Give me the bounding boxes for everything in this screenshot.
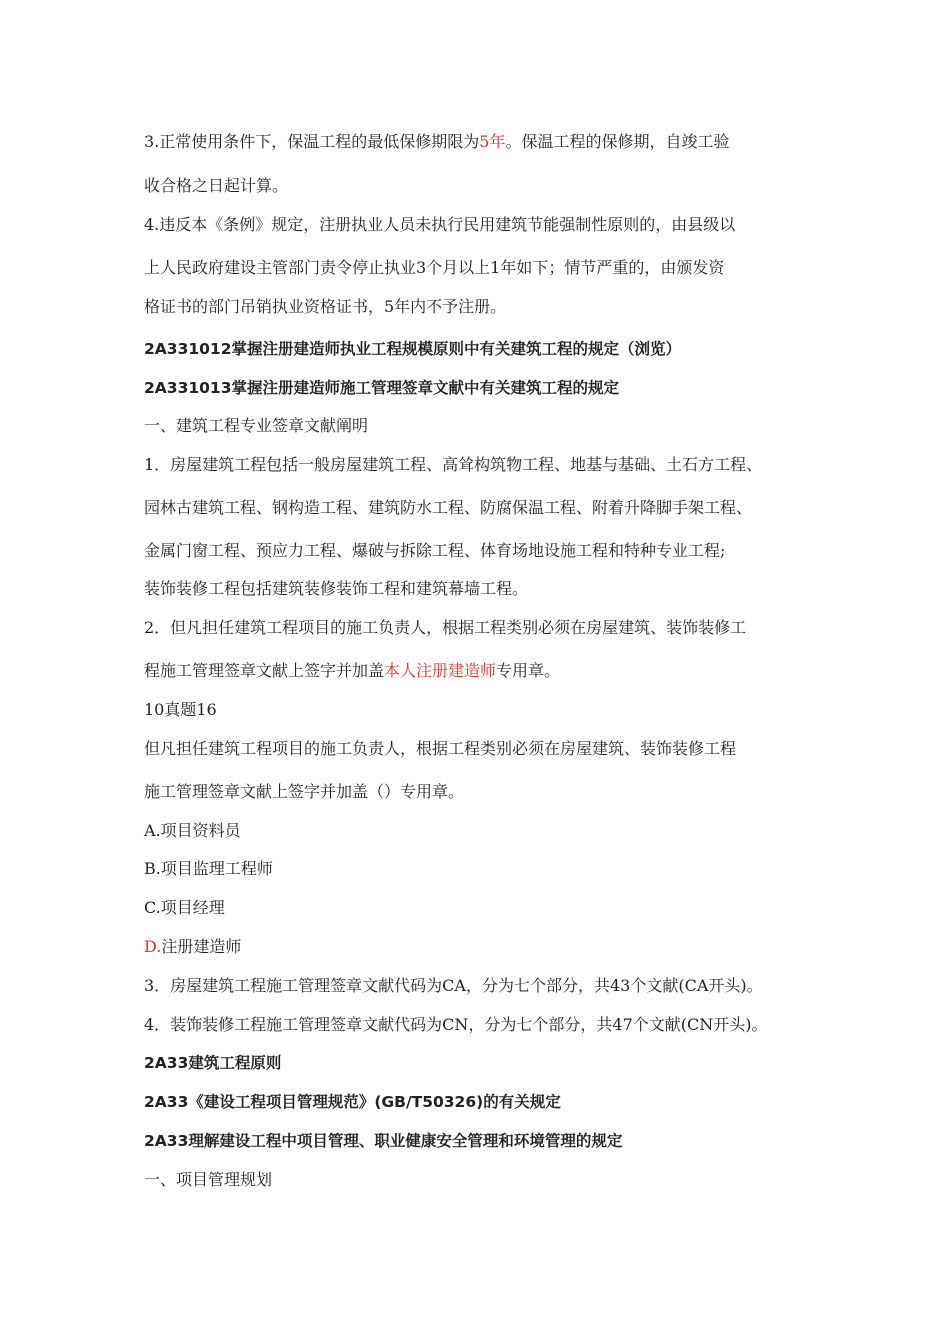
- highlight-5-years: 5年: [479, 132, 506, 151]
- option-b: B.项目监理工程师: [144, 859, 273, 878]
- highlight-registered-constructor: 本人注册建造师: [384, 661, 497, 680]
- option-c: C.项目经理: [144, 898, 225, 917]
- option-d: D.注册建造师: [144, 937, 242, 956]
- heading-2A33-gb-t50326: 2A33《建设工程项目管理规范》(GB/T50326)的有关规定: [144, 1093, 561, 1111]
- item-1-line-4: 装饰装修工程包括建筑装修装饰工程和建筑幕墙工程。: [144, 579, 529, 598]
- item-1-line-1: 1．房屋建筑工程包括一般房屋建筑工程、高耸构筑物工程、地基与基础、土石方工程、: [144, 455, 763, 474]
- paragraph-4-line-3: 格证书的部门吊销执业资格证书，5年内不予注册。: [144, 297, 507, 316]
- item-1-line-3: 金属门窗工程、预应力工程、爆破与拆除工程、体育场地设施工程和特种专业工程;: [144, 541, 726, 560]
- paragraph-3-line-1: 3.正常使用条件下，保温工程的最低保修期限为5年。保温工程的保修期，自竣工验: [144, 132, 730, 151]
- heading-2A331013: 2A331013掌握注册建造师施工管理签章文献中有关建筑工程的规定: [144, 379, 619, 397]
- paragraph-4-line-1: 4.违反本《条例》规定，注册执业人员未执行民用建筑节能强制性原则的，由县级以: [144, 215, 736, 234]
- item-2-line-1: 2．但凡担任建筑工程项目的施工负责人，根据工程类别必须在房屋建筑、装饰装修工: [144, 618, 747, 637]
- exam-question-line-1: 但凡担任建筑工程项目的施工负责人，根据工程类别必须在房屋建筑、装饰装修工程: [144, 739, 737, 758]
- heading-2A33-management: 2A33理解建设工程中项目管理、职业健康安全管理和环境管理的规定: [144, 1132, 623, 1150]
- heading-2A33-standards: 2A33建筑工程原则: [144, 1054, 282, 1072]
- item-4: 4．装饰装修工程施工管理签章文献代码为CN，分为七个部分，共47个文献(CN开头)。: [144, 1015, 768, 1034]
- exam-tag: 10真题16: [144, 700, 217, 719]
- item-1-line-2: 园林古建筑工程、钢构造工程、建筑防水工程、防腐保温工程、附着升降脚手架工程、: [144, 498, 753, 517]
- item-3: 3．房屋建筑工程施工管理签章文献代码为CA，分为七个部分，共43个文献(CA开头)。: [144, 976, 763, 995]
- section-2-title: 一、项目管理规划: [144, 1170, 273, 1189]
- paragraph-4-line-2: 上人民政府建设主管部门责令停止执业3个月以上1年如下；情节严重的，由颁发资: [144, 258, 725, 277]
- option-d-letter: D.: [144, 937, 162, 956]
- paragraph-3-line-2: 收合格之日起计算。: [144, 176, 289, 195]
- section-1-title: 一、建筑工程专业签章文献阐明: [144, 416, 369, 435]
- exam-question-line-2: 施工管理签章文献上签字并加盖（）专用章。: [144, 782, 465, 801]
- heading-2A331012: 2A331012掌握注册建造师执业工程规模原则中有关建筑工程的规定（浏览）: [144, 340, 681, 358]
- item-2-line-2: 程施工管理签章文献上签字并加盖本人注册建造师专用章。: [144, 661, 561, 680]
- option-a: A.项目资料员: [144, 821, 241, 840]
